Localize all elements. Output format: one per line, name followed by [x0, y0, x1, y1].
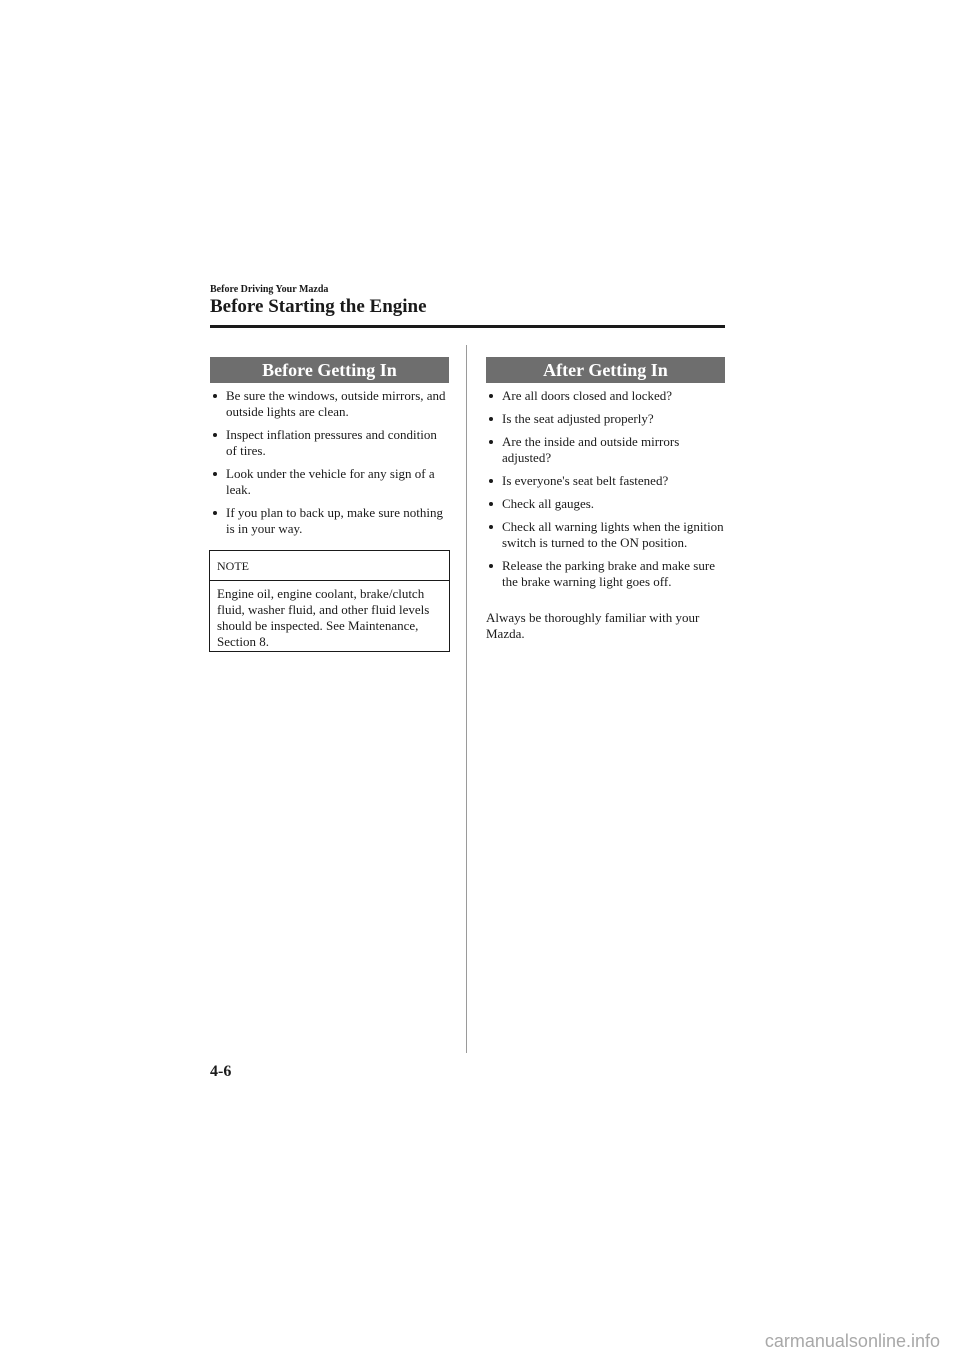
closing-paragraph: Always be thoroughly familiar with your Mazda.	[486, 610, 700, 641]
list-item: Be sure the windows, outside mirrors, and outside lights are clean.	[213, 388, 449, 420]
list-item: Are the inside and outside mirrors adjusted?	[489, 434, 725, 466]
list-item: Release the parking brake and make sure the brake warning light goes off.	[489, 558, 725, 590]
list-item: Inspect inflation pressures and condition of tires.	[213, 427, 449, 459]
title-rule	[210, 325, 725, 328]
before-getting-in-heading: Before Getting In	[210, 357, 449, 383]
column-divider	[466, 345, 467, 1053]
list-item: Check all gauges.	[489, 496, 725, 512]
bullet-icon	[489, 564, 493, 568]
after-getting-in-list	[489, 388, 725, 597]
page-number: 4-6	[210, 1063, 232, 1080]
bullet-icon	[489, 502, 493, 506]
watermark-text: carmanualsonline.info	[764, 1331, 940, 1351]
list-item: Is the seat adjusted properly?	[489, 411, 725, 427]
list-item: Are all doors closed and locked?	[489, 388, 725, 404]
bullet-icon	[213, 394, 217, 398]
before-getting-in-list	[213, 388, 449, 544]
bullet-icon	[489, 417, 493, 421]
section-label: Before Driving Your Mazda	[210, 284, 329, 295]
list-item: Is everyone's seat belt fastened?	[489, 473, 725, 489]
page-title: Before Starting the Engine	[210, 296, 427, 317]
bullet-icon	[489, 394, 493, 398]
bullet-icon	[213, 433, 217, 437]
bullet-icon	[213, 472, 217, 476]
bullet-icon	[489, 525, 493, 529]
note-text: Engine oil, engine coolant, brake/clutch fluid, washer fluid, and other fluid levels should be inspected. See Maintenance, Section 8.	[217, 586, 430, 649]
after-getting-in-heading: After Getting In	[486, 357, 725, 383]
list-item: If you plan to back up, make sure nothing is in your way.	[213, 505, 449, 537]
bullet-icon	[489, 479, 493, 483]
list-item: Look under the vehicle for any sign of a leak.	[213, 466, 449, 498]
note-label: NOTE	[210, 551, 449, 581]
bullet-icon	[213, 511, 217, 515]
bullet-icon	[489, 440, 493, 444]
list-item: Check all warning lights when the ignition switch is turned to the ON position.	[489, 519, 725, 551]
note-box	[209, 550, 450, 652]
